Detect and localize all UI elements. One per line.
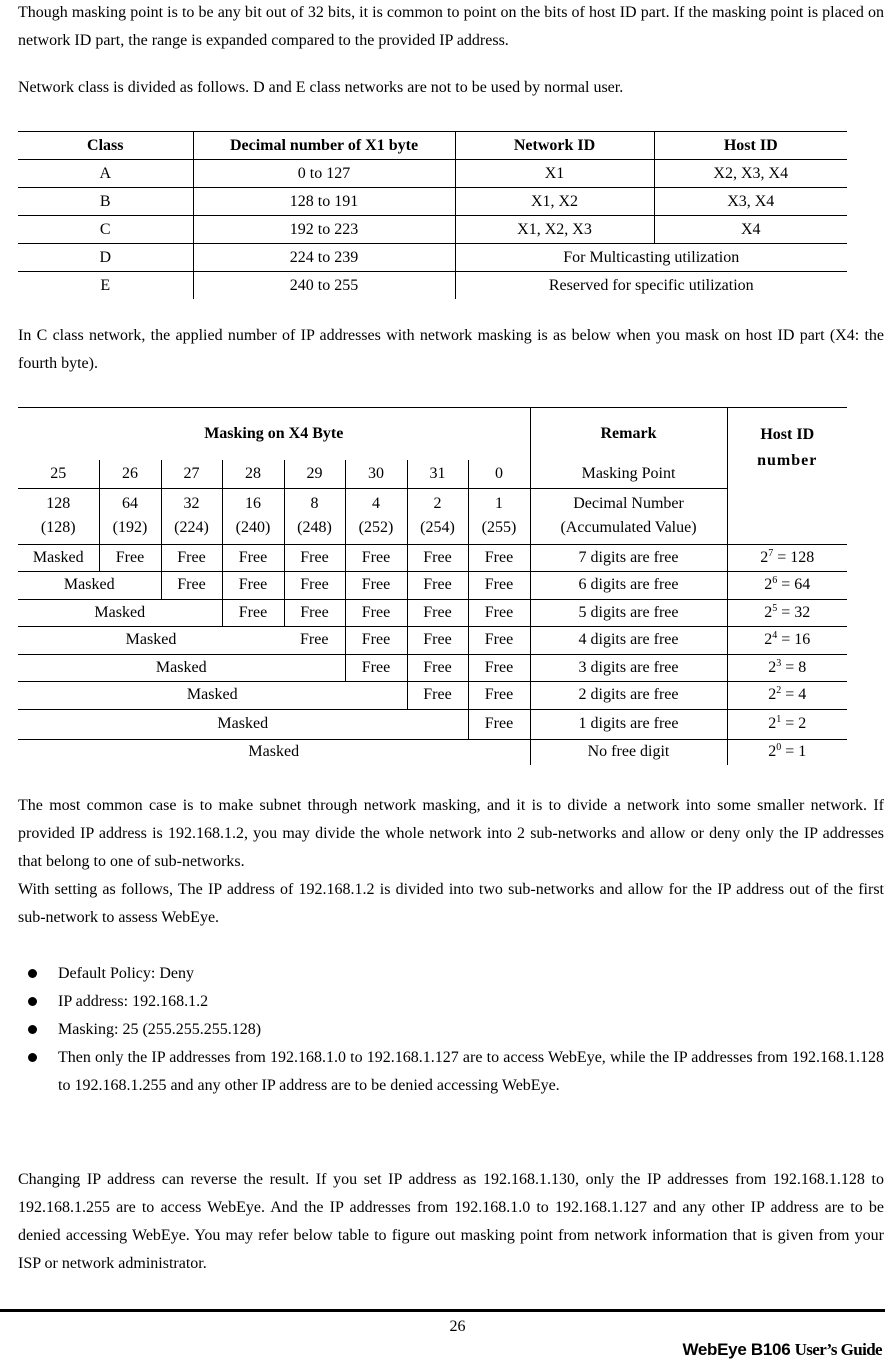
decimal-cell <box>345 488 407 544</box>
free-cell: Free <box>468 681 530 709</box>
masking-point-row <box>18 460 847 488</box>
masking-point-cell: 27 <box>161 460 222 488</box>
list-item <box>18 1016 884 1044</box>
host-result: = 8 <box>785 658 807 676</box>
table-row <box>18 244 847 272</box>
host-number-cell <box>727 571 847 599</box>
host-exponent: 4 <box>772 630 778 641</box>
policy-bullet-list <box>18 960 884 1100</box>
host-number-cell <box>727 654 847 681</box>
free-cell: Free <box>468 544 530 571</box>
decimal-value: 32 <box>183 495 200 512</box>
list-item <box>18 988 884 1016</box>
list-item <box>18 960 884 988</box>
bullet-icon <box>28 969 37 978</box>
table-row <box>18 709 847 739</box>
free-cell: Free <box>345 571 407 599</box>
decimal-cell <box>284 488 345 544</box>
remark-cell: 1 digits are free <box>530 709 727 739</box>
accumulated-value: (128) <box>40 519 76 536</box>
masking-table <box>18 407 847 765</box>
free-cell: Free <box>284 544 345 571</box>
free-cell: Free <box>284 626 345 654</box>
decimal-cell <box>99 488 161 544</box>
remark-cell: 4 digits are free <box>530 626 727 654</box>
subnet-paragraph: The most common case is to make subnet through network masking, and it is to divide a network into some smaller network. If provided IP address is 192.168.1.2, you may divide the whole network into 2 sub-networks and allow or deny only the IP addresses that belong to one of sub-networks. <box>18 797 884 870</box>
free-cell: Free <box>284 599 345 626</box>
free-cell: Free <box>222 571 284 599</box>
masking-point-cell: 28 <box>222 460 284 488</box>
network-id-cell: X1 <box>455 160 654 188</box>
accumulated-label: (Accumulated Value) <box>560 519 697 536</box>
free-cell: Free <box>407 599 468 626</box>
list-item-text: Masking: 25 (255.255.255.128) <box>58 1021 262 1038</box>
range-cell: 240 to 255 <box>193 272 455 300</box>
decimal-value: 1 <box>495 495 503 512</box>
remark-cell: 2 digits are free <box>530 681 727 709</box>
free-cell: Free <box>468 709 530 739</box>
free-cell: Free <box>468 654 530 681</box>
masking-title: Masking on X4 Byte <box>18 408 530 461</box>
accumulated-value: (240) <box>235 519 271 536</box>
table-header-row <box>18 132 847 160</box>
host-id-number-header <box>727 408 847 489</box>
setting-paragraph: With setting as follows, The IP address of 192.168.1.2 is divided into two sub-networks and allow for the IP address out of the first sub-network to assess WebEye. <box>18 881 884 926</box>
host-id-cell: X3, X4 <box>654 188 847 216</box>
host-result: = 32 <box>781 603 811 621</box>
free-cell: Free <box>222 544 284 571</box>
remark-cell: 7 digits are free <box>530 544 727 571</box>
network-id-cell: X1, X2, X3 <box>455 216 654 244</box>
table-row <box>18 626 847 654</box>
masked-cell: Masked <box>248 743 300 761</box>
decimal-cell <box>222 488 284 544</box>
host-number-cell <box>727 544 847 571</box>
free-cell: Free <box>345 544 407 571</box>
decimal-value: 16 <box>245 495 261 512</box>
column-header: Decimal number of X1 byte <box>193 132 455 160</box>
footer-rule <box>0 1309 885 1312</box>
masking-point-cell: 29 <box>284 460 345 488</box>
free-cell: Free <box>222 599 284 626</box>
column-header: Network ID <box>455 132 654 160</box>
free-cell: Free <box>407 544 468 571</box>
host-number-cell <box>727 626 847 654</box>
table-row <box>18 599 847 626</box>
bullet-icon <box>28 997 37 1006</box>
network-class-table <box>18 131 847 299</box>
masked-cell: Masked <box>18 709 468 739</box>
utilization-cell: Reserved for specific utilization <box>455 272 847 300</box>
free-cell: Free <box>407 626 468 654</box>
column-header: Host ID <box>654 132 847 160</box>
decimal-row <box>18 488 847 544</box>
host-exponent: 2 <box>776 685 782 696</box>
decimal-cell <box>468 488 530 544</box>
class-cell: D <box>18 244 193 272</box>
free-cell: Free <box>161 571 222 599</box>
number-header-line: number <box>757 452 818 469</box>
free-cell: Free <box>345 599 407 626</box>
c-class-paragraph: In C class network, the applied number of IP addresses with network masking is as below when you mask on host ID part (X4: the fourth byte). <box>18 327 884 372</box>
free-cell: Free <box>407 571 468 599</box>
host-id-cell: X4 <box>654 216 847 244</box>
decimal-label-cell <box>530 488 727 544</box>
free-cell: Free <box>407 681 468 709</box>
accumulated-value: (254) <box>420 519 455 536</box>
masked-cell: Masked <box>18 681 407 709</box>
free-cell: Free <box>99 544 161 571</box>
accumulated-value: (192) <box>112 519 148 536</box>
brand-logo: WebEye B106 <box>682 1340 791 1359</box>
range-cell: 128 to 191 <box>193 188 455 216</box>
free-cell: Free <box>345 626 407 654</box>
decimal-cell <box>161 488 222 544</box>
host-base: 2 <box>764 631 773 648</box>
table-row <box>18 681 847 709</box>
table-row <box>18 216 847 244</box>
table-row <box>18 160 847 188</box>
host-base: 2 <box>768 658 777 676</box>
range-cell: 0 to 127 <box>193 160 455 188</box>
network-class-intro: Network class is divided as follows. D and E class networks are not to be used by normal user. <box>18 79 624 96</box>
host-result: = 16 <box>781 631 811 648</box>
free-cell: Free <box>345 654 407 681</box>
decimal-value: 4 <box>372 495 380 512</box>
page-number: 26 <box>449 1318 466 1335</box>
reverse-paragraph: Changing IP address can reverse the result. If you set IP address as 192.168.1.130, only the IP addresses from 192.168.1.128 to 192.168.1.255 are to access WebEye. And the IP addresses from 192.168.1.0 to 192.168.1.127 and any other IP address are to be denied accessing WebEye. You may refer below table to figure out masking point from network information that is given from your ISP or network administrator. <box>18 1171 884 1272</box>
host-base: 2 <box>764 576 773 593</box>
list-item-text: IP address: 192.168.1.2 <box>58 993 209 1010</box>
free-cell: Free <box>284 571 345 599</box>
range-cell: 192 to 223 <box>193 216 455 244</box>
bullet-icon <box>28 1025 37 1034</box>
remark-header: Remark <box>530 408 727 461</box>
masked-cell: Masked <box>18 571 161 599</box>
decimal-value: 2 <box>433 495 442 512</box>
decimal-value: 64 <box>122 495 138 512</box>
host-exponent: 1 <box>776 714 782 725</box>
host-result: = 4 <box>785 686 807 703</box>
accumulated-value: (224) <box>174 519 209 536</box>
host-number-cell <box>727 739 847 765</box>
host-base: 2 <box>760 548 769 566</box>
host-result: = 2 <box>785 715 807 732</box>
masking-point-cell: 30 <box>345 460 407 488</box>
host-base: 2 <box>764 603 773 621</box>
table-row <box>18 544 847 571</box>
range-cell: 224 to 239 <box>193 244 455 272</box>
bullet-icon <box>28 1053 37 1062</box>
table-row <box>18 188 847 216</box>
masking-point-cell: 26 <box>99 460 161 488</box>
host-id-cell: X2, X3, X4 <box>654 160 847 188</box>
remark-cell: 3 digits are free <box>530 654 727 681</box>
column-header: Class <box>18 132 193 160</box>
table-header-row <box>18 408 847 461</box>
table-row <box>18 739 847 765</box>
accumulated-value: (248) <box>297 519 332 536</box>
accumulated-value: (255) <box>481 519 517 536</box>
host-result: = 128 <box>777 548 815 566</box>
list-item-text: Default Policy: Deny <box>58 965 194 982</box>
masked-cell: Masked <box>18 654 345 681</box>
masking-point-label: Masking Point <box>530 460 727 488</box>
masked-cell: Masked <box>18 544 99 571</box>
free-cell: Free <box>407 654 468 681</box>
remark-cell: 6 digits are free <box>530 571 727 599</box>
table-row <box>18 571 847 599</box>
free-cell: Free <box>161 544 222 571</box>
list-item <box>18 1044 884 1100</box>
footer-brand <box>682 1340 882 1360</box>
host-result: = 1 <box>785 743 807 761</box>
network-id-cell: X1, X2 <box>455 188 654 216</box>
host-exponent: 5 <box>772 602 778 614</box>
free-cell: Free <box>468 626 530 654</box>
free-cell: Free <box>468 599 530 626</box>
table-row <box>18 654 847 681</box>
host-id-header-line: Host ID <box>760 426 815 443</box>
table-row <box>18 272 847 300</box>
class-cell: A <box>18 160 193 188</box>
host-exponent: 6 <box>772 575 778 586</box>
host-number-cell <box>727 599 847 626</box>
class-cell: E <box>100 276 111 294</box>
masking-point-cell: 0 <box>468 460 530 488</box>
host-base: 2 <box>768 686 777 703</box>
host-exponent: 3 <box>776 657 782 669</box>
accumulated-value: (252) <box>358 519 394 536</box>
host-number-cell <box>727 709 847 739</box>
host-exponent: 0 <box>776 742 782 754</box>
decimal-value: 8 <box>310 495 319 512</box>
host-base: 2 <box>768 743 777 761</box>
host-exponent: 7 <box>768 547 774 559</box>
remark-cell: 5 digits are free <box>530 599 727 626</box>
decimal-cell <box>18 488 99 544</box>
masking-point-cell: 31 <box>407 460 468 488</box>
intro-paragraph: Though masking point is to be any bit out of 32 bits, it is common to point on the bits of host ID part. If the masking point is placed on network ID part, the range is expanded compared to the provided IP address. <box>18 4 884 49</box>
decimal-cell <box>407 488 468 544</box>
empty-cell <box>727 488 847 544</box>
masking-point-cell: 25 <box>18 460 99 488</box>
class-cell: B <box>18 188 193 216</box>
host-base: 2 <box>768 715 777 732</box>
remark-cell: No free digit <box>530 739 727 765</box>
masked-cell: Masked <box>18 599 222 626</box>
list-item-text: Then only the IP addresses from 192.168.1.0 to 192.168.1.127 are to access WebEye, while the IP addresses from 192.168.1.128 to 192.168.1.255 and any other IP address are to be denied accessing WebEye. <box>58 1049 884 1094</box>
masked-cell: Masked <box>18 626 284 654</box>
decimal-value: 128 <box>46 495 71 512</box>
host-number-cell <box>727 681 847 709</box>
class-cell: C <box>18 216 193 244</box>
decimal-label: Decimal Number <box>573 495 684 512</box>
free-cell: Free <box>468 571 530 599</box>
utilization-cell: For Multicasting utilization <box>455 244 847 272</box>
host-result: = 64 <box>781 576 811 593</box>
brand-guide: User’s Guide <box>794 1340 882 1359</box>
